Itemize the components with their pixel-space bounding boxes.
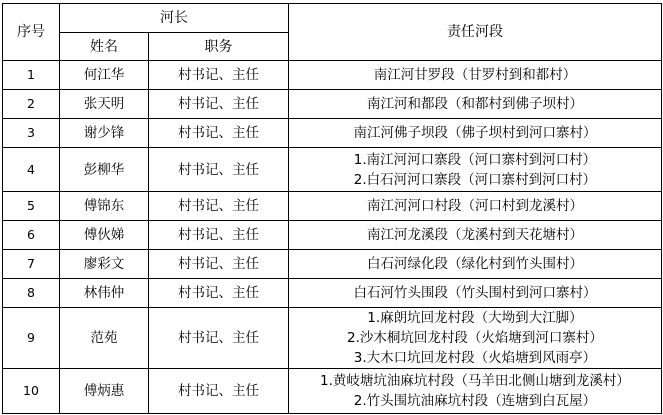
header-name: 姓名 (60, 33, 149, 61)
duty-line: 1.南江河河口寨段（河口寨村到河口村） (353, 151, 597, 168)
row-number: 1 (3, 61, 60, 90)
row-number: 4 (3, 148, 60, 192)
chief-name: 彭柳华 (60, 148, 149, 192)
chief-position: 村书记、主任 (149, 369, 289, 414)
river-chief-table (2, 3, 662, 414)
table-row (3, 308, 662, 369)
duty-line: 3.大木口坑回龙村段（火焰塘到风雨亭） (353, 350, 597, 366)
chief-position: 村书记、主任 (149, 90, 289, 119)
row-number: 7 (3, 250, 60, 279)
duty-section (289, 148, 662, 192)
chief-position: 村书记、主任 (149, 221, 289, 250)
duty-section (289, 308, 662, 369)
chief-name: 傅伙娣 (60, 221, 149, 250)
row-number: 6 (3, 221, 60, 250)
duty-section (289, 279, 662, 308)
table-row (3, 221, 662, 250)
table-row (3, 279, 662, 308)
duty-section (289, 192, 662, 221)
chief-position: 村书记、主任 (149, 308, 289, 369)
chief-position: 村书记、主任 (149, 279, 289, 308)
row-number: 10 (3, 369, 60, 414)
row-number: 8 (3, 279, 60, 308)
chief-name: 何江华 (60, 61, 149, 90)
duty-section (289, 90, 662, 119)
row-number: 2 (3, 90, 60, 119)
chief-name: 林伟仲 (60, 279, 149, 308)
duty-line: 1.黄岐塘坑油麻坑村段（马羊田北侧山塘到龙溪村） (320, 373, 630, 389)
header-duty: 责任河段 (289, 4, 662, 61)
chief-name: 谢少锋 (60, 119, 149, 148)
row-number: 9 (3, 308, 60, 369)
duty-line: 1.麻朗坑回龙村段（大坳到大江脚） (367, 310, 583, 326)
header-position: 职务 (149, 33, 289, 61)
duty-line: 南江河龙溪段（龙溪村到天花塘村） (367, 227, 583, 243)
duty-line: 2.白石河河口寨段（河口寨村到河口村） (353, 171, 597, 188)
duty-line: 白石河竹头围段（竹头围村到河口寨村） (353, 285, 597, 301)
table-row (3, 192, 662, 221)
chief-name: 傅炳惠 (60, 369, 149, 414)
duty-line: 南江河和都段（和都村到佛子坝村） (367, 96, 583, 112)
duty-line: 南江河佛子坝段（佛子坝村到河口寨村） (353, 125, 597, 141)
duty-line: 2.竹头围坑油麻坑村段（连塘到白瓦屋） (353, 393, 597, 409)
chief-name: 张天明 (60, 90, 149, 119)
duty-line: 白石河绿化段（绿化村到竹头围村） (367, 256, 583, 272)
chief-position: 村书记、主任 (149, 119, 289, 148)
chief-name: 廖彩文 (60, 250, 149, 279)
chief-position: 村书记、主任 (149, 148, 289, 192)
table-row (3, 119, 662, 148)
table-row (3, 369, 662, 414)
header-seq: 序号 (3, 4, 60, 61)
row-number: 3 (3, 119, 60, 148)
table-row (3, 61, 662, 90)
table-row (3, 250, 662, 279)
table-row (3, 148, 662, 192)
chief-position: 村书记、主任 (149, 192, 289, 221)
duty-line: 2.沙木桐坑回龙村段（火焰塘到河口寨村） (347, 330, 603, 346)
duty-section (289, 119, 662, 148)
chief-name: 傅锦东 (60, 192, 149, 221)
duty-section (289, 250, 662, 279)
duty-section (289, 221, 662, 250)
chief-name: 范苑 (60, 308, 149, 369)
chief-position: 村书记、主任 (149, 250, 289, 279)
duty-line: 南江河河口村段（河口村到龙溪村） (367, 198, 583, 214)
chief-position: 村书记、主任 (149, 61, 289, 90)
header-river-chief: 河长 (60, 4, 289, 33)
row-number: 5 (3, 192, 60, 221)
duty-line: 南江河甘罗段（甘罗村到和都村） (373, 67, 577, 83)
duty-section (289, 369, 662, 414)
table-row (3, 90, 662, 119)
duty-section (289, 61, 662, 90)
